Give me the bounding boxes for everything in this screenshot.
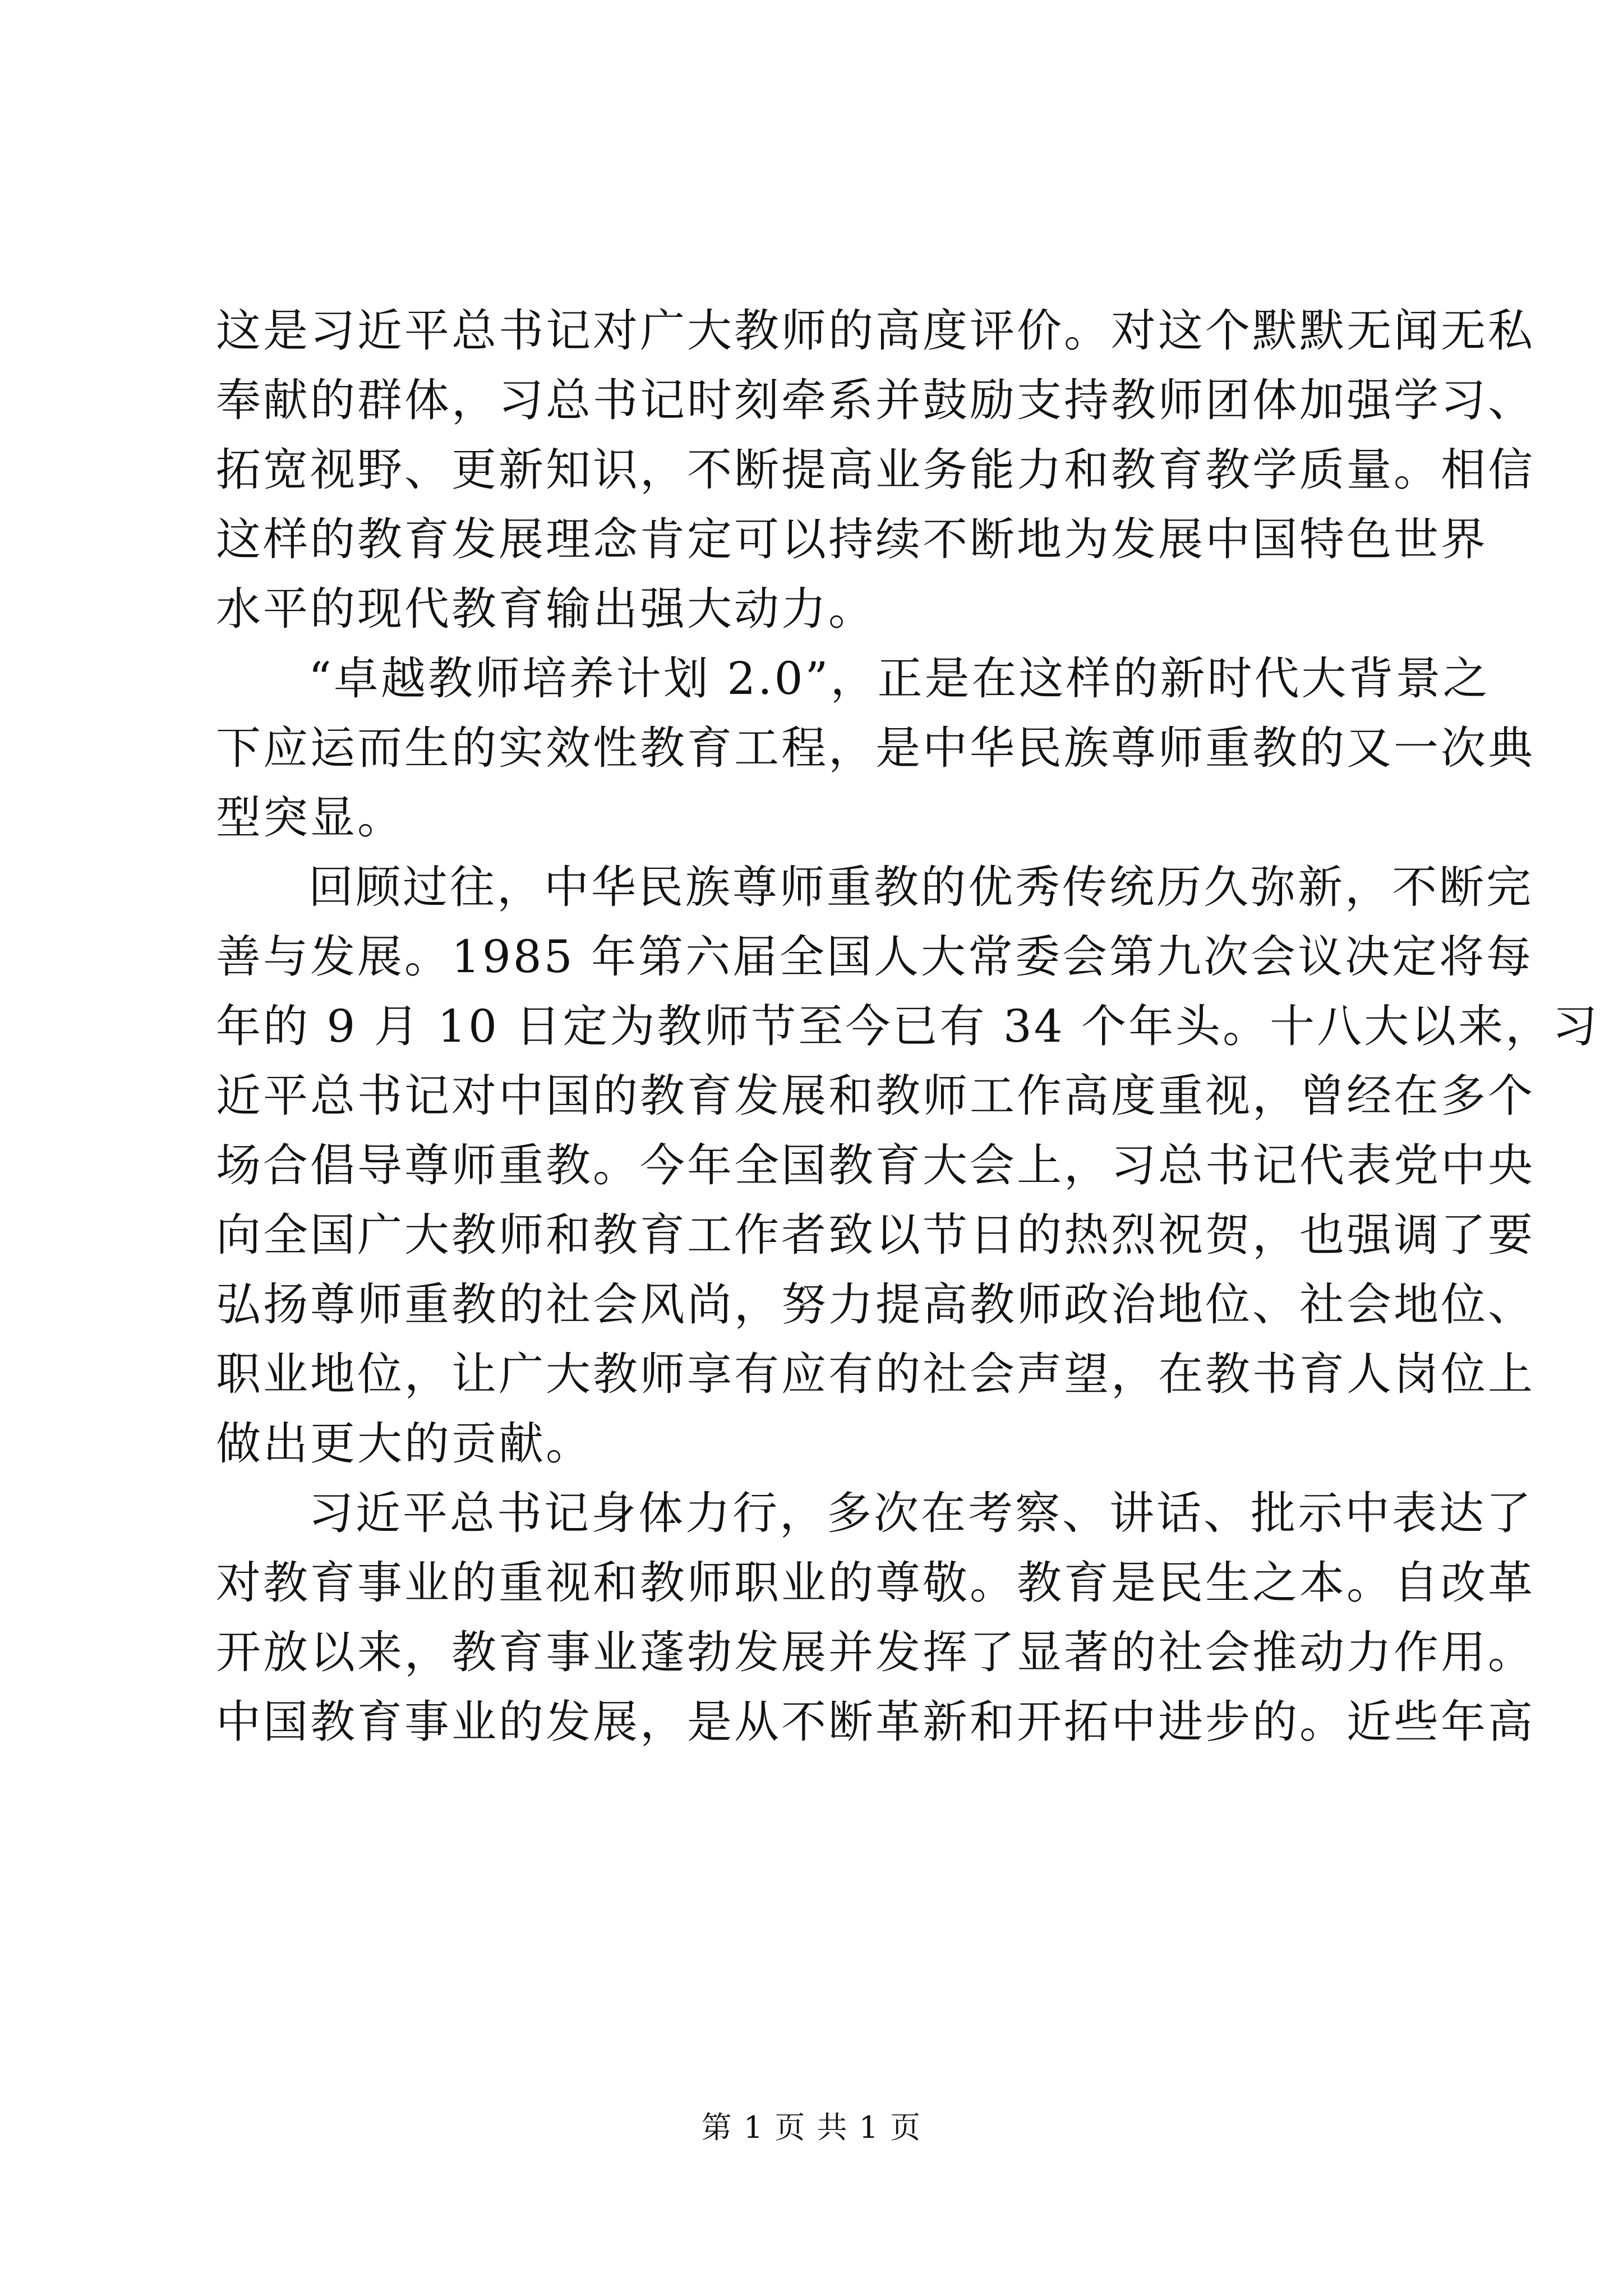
text-line: 年的 9 月 10 日定为教师节至今已有 34 个年头。十八大以来，习 [216, 1000, 1600, 1052]
text-line: 场合倡导尊师重教。今年全国教育大会上，习总书记代表党中央 [216, 1139, 1535, 1191]
text-line: 型突显。 [216, 792, 404, 844]
paragraph-1 [216, 296, 1535, 644]
text-line: 这是习近平总书记对广大教师的高度评价。对这个默默无闻无私 [216, 305, 1535, 357]
text-line: 下应运而生的实效性教育工程，是中华民族尊师重教的又一次典 [216, 722, 1535, 774]
text-line: 善与发展。1985 年第六届全国人大常委会第九次会议决定将每 [216, 931, 1534, 983]
text-line: 拓宽视野、更新知识，不断提高业务能力和教育教学质量。相信 [216, 444, 1535, 496]
text-line: 开放以来，教育事业蓬勃发展并发挥了显著的社会推动力作用。 [216, 1626, 1535, 1678]
paragraph-4 [216, 1479, 1535, 1757]
text-line: 职业地位，让广大教师享有应有的社会声望，在教书育人岗位上 [216, 1348, 1535, 1400]
text-line: 近平总书记对中国的教育发展和教师工作高度重视，曾经在多个 [216, 1070, 1535, 1122]
text-line: 习近平总书记身体力行，多次在考察、讲话、批示中表达了 [308, 1487, 1533, 1539]
text-line: 水平的现代教育输出强大动力。 [216, 583, 875, 635]
text-line: 向全国广大教师和教育工作者致以节日的热烈祝贺，也强调了要 [216, 1209, 1535, 1261]
text-line: 弘扬尊师重教的社会风尚，努力提高教师政治地位、社会地位、 [216, 1278, 1535, 1331]
text-line: 奉献的群体，习总书记时刻牵系并鼓励支持教师团体加强学习、 [216, 374, 1535, 426]
paragraph-2 [216, 644, 1535, 853]
page-footer: 第 1 页 共 1 页 [701, 2110, 922, 2145]
text-line: 回顾过往，中华民族尊师重教的优秀传统历久弥新，不断完 [308, 861, 1533, 913]
document-body [216, 296, 1600, 1757]
text-line: “卓越教师培养计划 2.0”，正是在这样的新时代大背景之 [308, 652, 1490, 705]
text-line: 中国教育事业的发展，是从不断革新和开拓中进步的。近些年高 [216, 1696, 1535, 1748]
text-line: 对教育事业的重视和教师职业的尊敬。教育是民生之本。自改革 [216, 1557, 1535, 1609]
text-line: 做出更大的贡献。 [216, 1418, 593, 1470]
text-line: 这样的教育发展理念肯定可以持续不断地为发展中国特色世界 [216, 513, 1488, 565]
paragraph-3 [216, 853, 1600, 1479]
